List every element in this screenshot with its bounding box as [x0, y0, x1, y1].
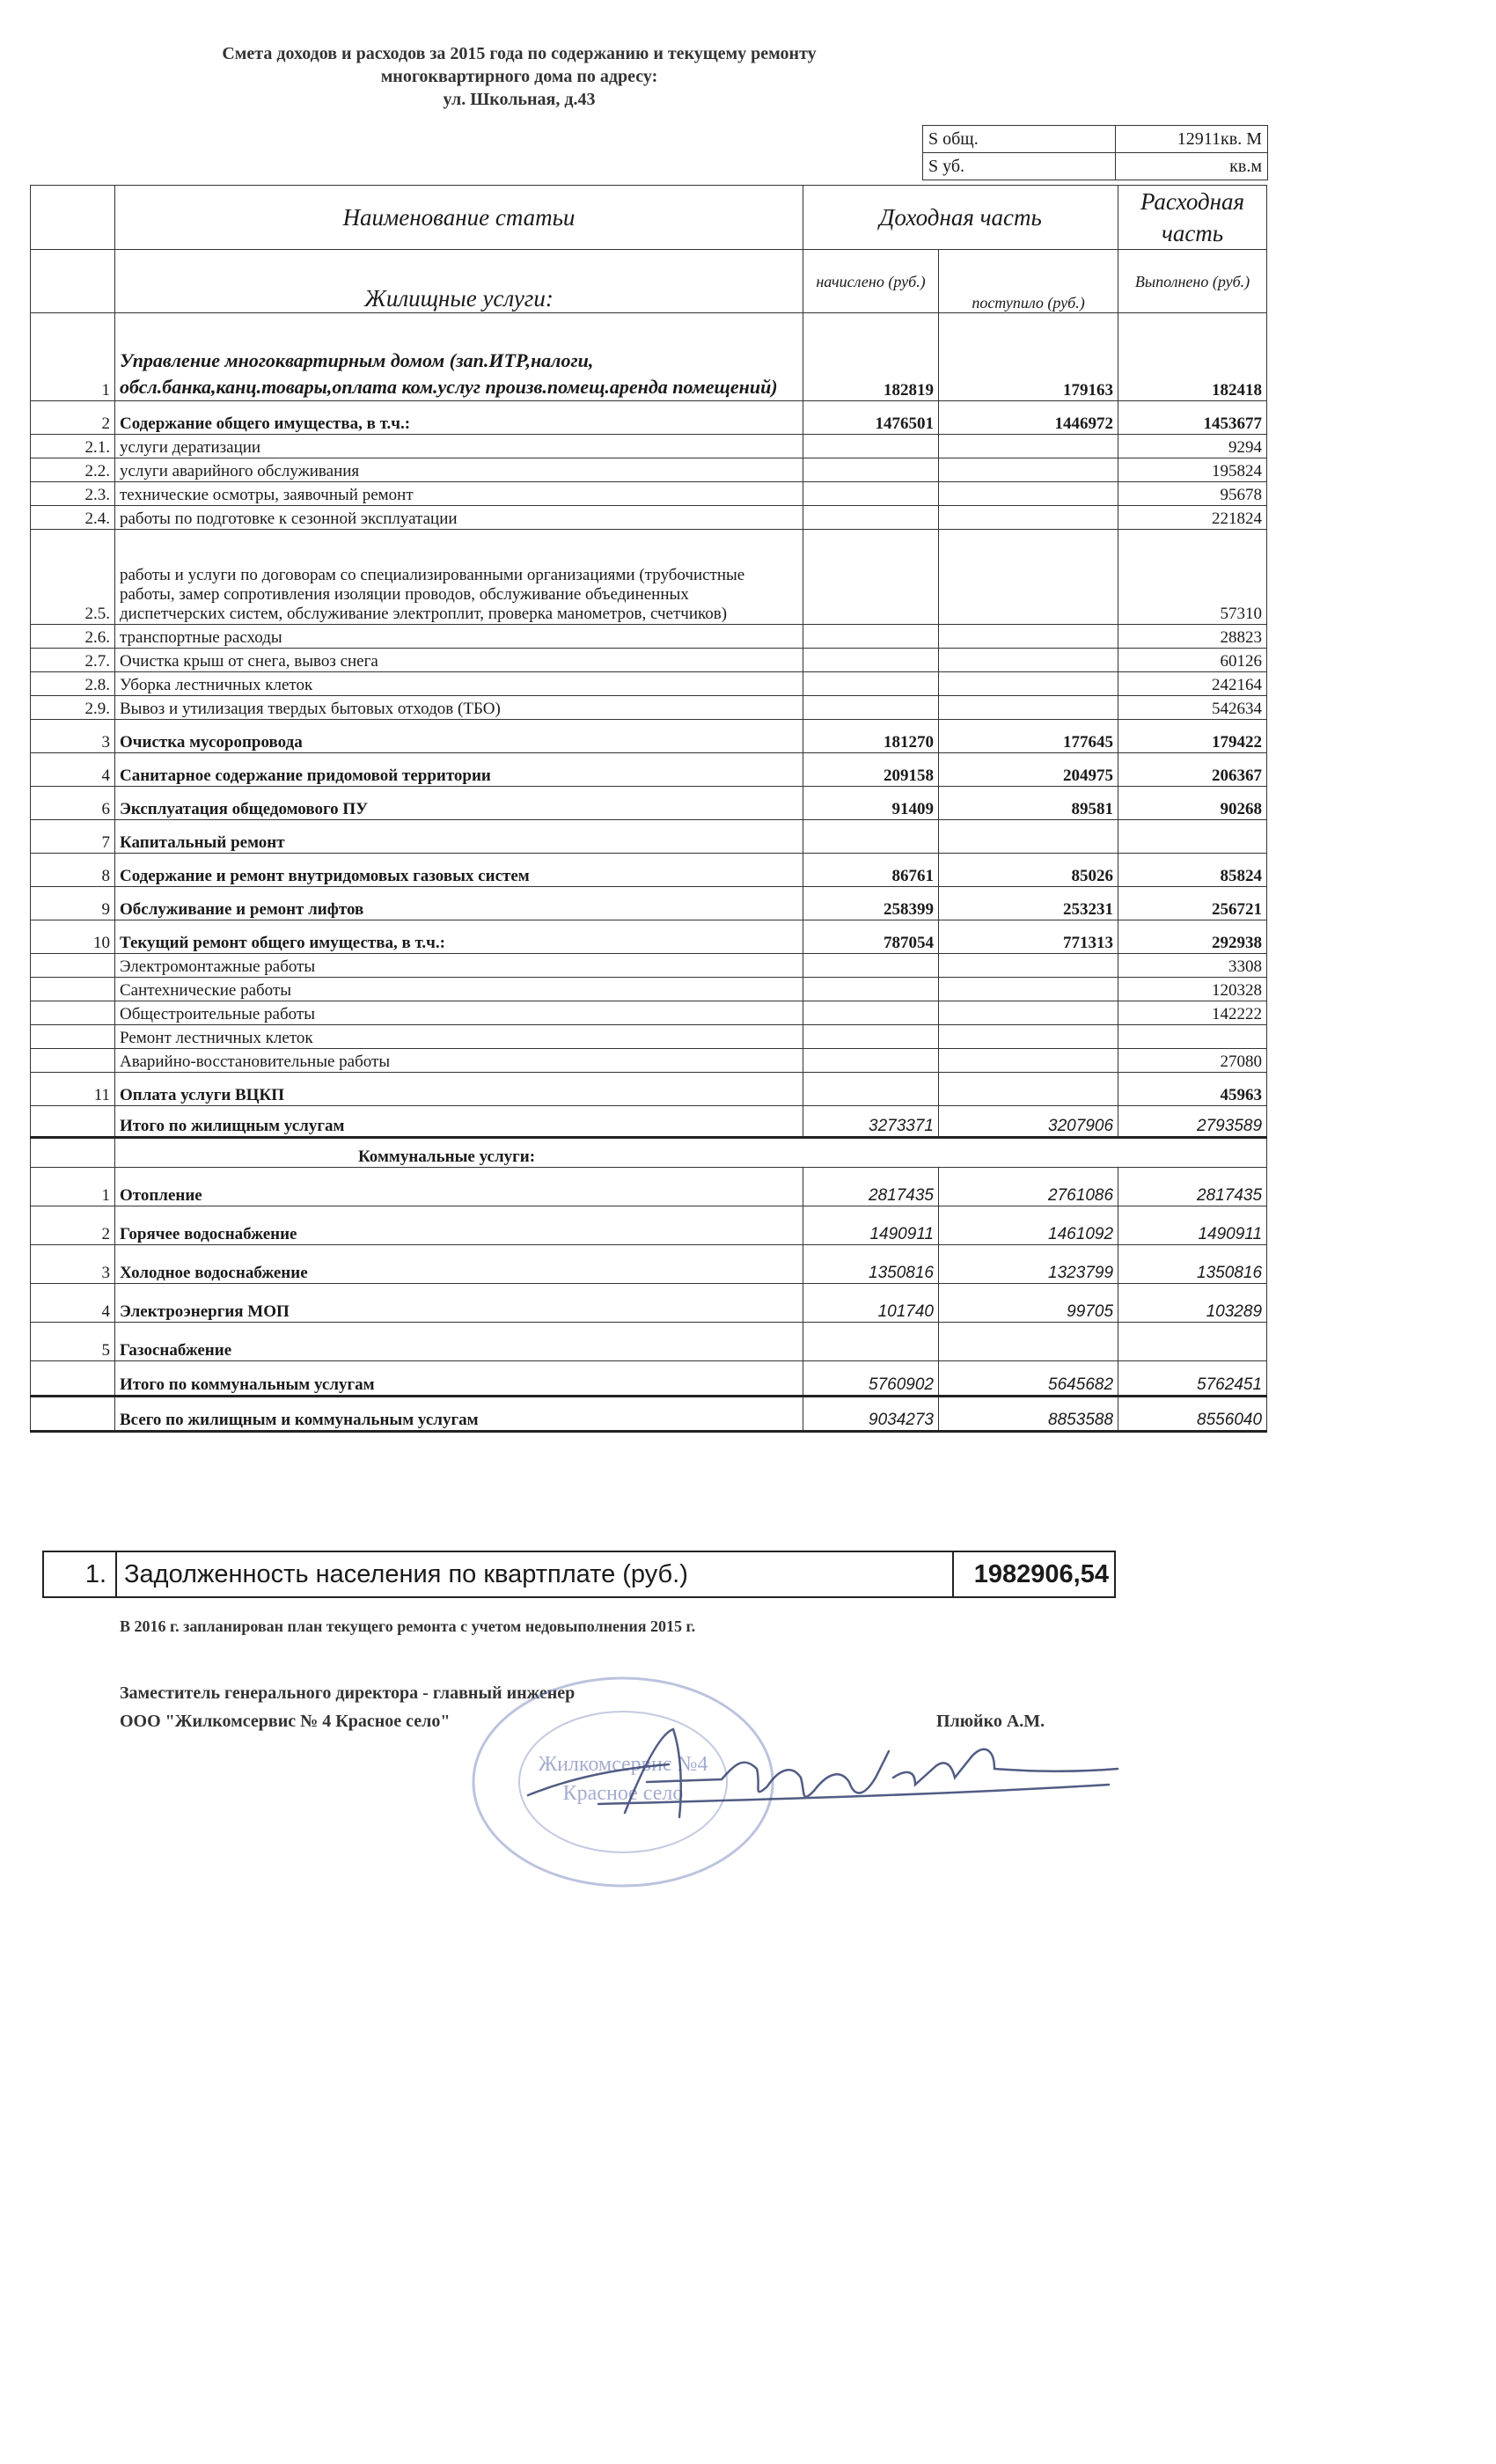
row-name: Аварийно-восстановительные работы [115, 1049, 803, 1073]
row-name: Очистка крыш от снега, вывоз снега [115, 649, 803, 672]
debt-value: 1982906,54 [953, 1551, 1115, 1597]
row-accrued [803, 672, 939, 696]
budget-row [31, 954, 1267, 978]
budget-row [31, 313, 1267, 401]
budget-row [31, 978, 1267, 1001]
title-line-2: многоквартирного дома по адресу: [380, 67, 658, 86]
utility-rows [31, 1168, 1267, 1361]
header-done: Выполнено (руб.) [1118, 250, 1267, 313]
budget-row [31, 672, 1267, 696]
row-accrued [803, 820, 939, 854]
budget-table [30, 185, 1267, 1433]
housing-rows [31, 313, 1267, 1106]
row-received [939, 1323, 1118, 1361]
header-accrued: начислено (руб.) [803, 250, 939, 313]
row-num: 2 [31, 401, 115, 435]
signer-name: Плюйко А.М. [936, 1712, 1045, 1731]
row-name: Управление многоквартирным домом (зап.ИТР,налоги, обсл.банка,канц.товары,оплата ком.услуг произв.помещ.аренда помещений) [115, 313, 803, 401]
debt-table [42, 1551, 1116, 1598]
row-accrued: 91409 [803, 787, 939, 820]
budget-row [31, 649, 1267, 672]
row-num: 11 [31, 1073, 115, 1106]
row-accrued [803, 458, 939, 482]
budget-row [31, 920, 1267, 954]
row-received [939, 672, 1118, 696]
area-table [922, 125, 1268, 180]
grand-total-label: Всего по жилищным и коммунальным услугам [115, 1397, 803, 1432]
row-received [939, 458, 1118, 482]
row-done: 57310 [1118, 530, 1267, 625]
row-received: 1461092 [939, 1206, 1118, 1245]
row-num [31, 954, 115, 978]
row-num: 1 [31, 313, 115, 401]
utility-row [31, 1323, 1267, 1361]
row-name: Газоснабжение [115, 1323, 803, 1361]
row-received [939, 435, 1118, 458]
row-accrued [803, 1025, 939, 1049]
row-received: 99705 [939, 1284, 1118, 1323]
row-received: 204975 [939, 753, 1118, 787]
row-name: Содержание и ремонт внутридомовых газовых систем [115, 854, 803, 887]
s-total-label: S общ. [923, 126, 1116, 153]
housing-total-accrued: 3273371 [803, 1106, 939, 1138]
row-accrued [803, 530, 939, 625]
row-received: 1323799 [939, 1245, 1118, 1284]
row-num: 3 [31, 720, 115, 753]
row-done: 206367 [1118, 753, 1267, 787]
row-done [1118, 1323, 1267, 1361]
row-received: 1446972 [939, 401, 1118, 435]
row-num: 4 [31, 1284, 115, 1323]
header-income: Доходная часть [803, 186, 1118, 250]
row-name: Санитарное содержание придомовой территории [115, 753, 803, 787]
signer-position: Заместитель генерального директора - главный инженер [120, 1683, 576, 1703]
row-received [939, 625, 1118, 649]
row-num: 2.6. [31, 625, 115, 649]
row-num: 2.8. [31, 672, 115, 696]
grand-total-accrued: 9034273 [803, 1397, 939, 1432]
utilities-total-label: Итого по коммунальным услугам [115, 1361, 803, 1397]
row-done: 1453677 [1118, 401, 1267, 435]
row-done: 221824 [1118, 506, 1267, 530]
row-received [939, 530, 1118, 625]
header-received: поступило (руб.) [939, 250, 1118, 313]
row-accrued: 1476501 [803, 401, 939, 435]
row-accrued: 101740 [803, 1284, 939, 1323]
row-received: 2761086 [939, 1168, 1118, 1206]
row-done: 103289 [1118, 1284, 1267, 1323]
row-num: 4 [31, 753, 115, 787]
s-used-value: кв.м [1116, 153, 1268, 180]
row-name: работы и услуги по договорам со специализированными организациями (трубочистные работы, замер сопротивления изоляции проводов, обслуживание объединенных диспетчерских систем, обслуживание электроплит, проверка манометров, счетчиков) [115, 530, 803, 625]
utilities-total-received: 5645682 [939, 1361, 1118, 1397]
row-done: 179422 [1118, 720, 1267, 753]
row-accrued [803, 506, 939, 530]
row-name: Обслуживание и ремонт лифтов [115, 887, 803, 920]
row-name: Электроэнергия МОП [115, 1284, 803, 1323]
row-name: работы по подготовке к сезонной эксплуатации [115, 506, 803, 530]
row-received: 85026 [939, 854, 1118, 887]
budget-row [31, 854, 1267, 887]
row-received [939, 1073, 1118, 1106]
row-received [939, 954, 1118, 978]
housing-total-label: Итого по жилищным услугам [115, 1106, 803, 1138]
budget-row [31, 887, 1267, 920]
row-num: 6 [31, 787, 115, 820]
row-accrued [803, 1049, 939, 1073]
budget-row [31, 787, 1267, 820]
row-done: 1350816 [1118, 1245, 1267, 1284]
row-accrued: 1350816 [803, 1245, 939, 1284]
row-num: 2.9. [31, 696, 115, 720]
utility-row [31, 1206, 1267, 1245]
row-num [31, 978, 115, 1001]
row-accrued: 209158 [803, 753, 939, 787]
row-received: 179163 [939, 313, 1118, 401]
stamp-line-2: Красное село [562, 1782, 684, 1805]
grand-total-received: 8853588 [939, 1397, 1118, 1432]
handwritten-signature [493, 1716, 1126, 1839]
housing-total-done: 2793589 [1118, 1106, 1267, 1138]
row-num: 5 [31, 1323, 115, 1361]
row-done: 45963 [1118, 1073, 1267, 1106]
row-num: 8 [31, 854, 115, 887]
row-done: 60126 [1118, 649, 1267, 672]
row-done: 256721 [1118, 887, 1267, 920]
document-title [123, 42, 915, 111]
row-accrued: 182819 [803, 313, 939, 401]
grand-total-done: 8556040 [1118, 1397, 1267, 1432]
row-done [1118, 1025, 1267, 1049]
row-num [31, 1049, 115, 1073]
utility-row [31, 1284, 1267, 1323]
row-name: Холодное водоснабжение [115, 1245, 803, 1284]
row-accrued [803, 978, 939, 1001]
signer-organization: ООО "Жилкомсервис № 4 Красное село" [120, 1712, 451, 1731]
row-done [1118, 820, 1267, 854]
row-done: 242164 [1118, 672, 1267, 696]
row-received: 253231 [939, 887, 1118, 920]
utilities-total-done: 5762451 [1118, 1361, 1267, 1397]
row-received [939, 506, 1118, 530]
row-num: 3 [31, 1245, 115, 1284]
budget-row [31, 458, 1267, 482]
row-done: 120328 [1118, 978, 1267, 1001]
budget-row [31, 1025, 1267, 1049]
row-done: 28823 [1118, 625, 1267, 649]
row-num: 2.3. [31, 482, 115, 506]
row-name: Отопление [115, 1168, 803, 1206]
row-done: 95678 [1118, 482, 1267, 506]
header-name-col: Наименование статьи [115, 186, 803, 250]
row-name: услуги аварийного обслуживания [115, 458, 803, 482]
row-received [939, 1025, 1118, 1049]
row-name: услуги дератизации [115, 435, 803, 458]
budget-row [31, 720, 1267, 753]
row-num: 7 [31, 820, 115, 854]
row-accrued [803, 1001, 939, 1025]
budget-row [31, 820, 1267, 854]
row-received [939, 649, 1118, 672]
row-accrued [803, 696, 939, 720]
row-name: Ремонт лестничных клеток [115, 1025, 803, 1049]
header-expense: Расходная часть [1118, 186, 1267, 250]
row-done: 90268 [1118, 787, 1267, 820]
row-num: 9 [31, 887, 115, 920]
row-name: Уборка лестничных клеток [115, 672, 803, 696]
utilities-header: Коммунальные услуги: [115, 1138, 1267, 1168]
row-received [939, 978, 1118, 1001]
budget-row [31, 625, 1267, 649]
row-name: Вывоз и утилизация твердых бытовых отходов (ТБО) [115, 696, 803, 720]
row-name: Оплата услуги ВЦКП [115, 1073, 803, 1106]
row-num: 1 [31, 1168, 115, 1206]
row-done: 542634 [1118, 696, 1267, 720]
row-accrued: 1490911 [803, 1206, 939, 1245]
row-done: 292938 [1118, 920, 1267, 954]
row-received [939, 1001, 1118, 1025]
row-accrued: 2817435 [803, 1168, 939, 1206]
title-line-1: Смета доходов и расходов за 2015 года по содержанию и текущему ремонту [222, 44, 817, 63]
row-num: 2.1. [31, 435, 115, 458]
row-received [939, 820, 1118, 854]
row-name: Общестроительные работы [115, 1001, 803, 1025]
row-accrued [803, 649, 939, 672]
row-name: Очистка мусоропровода [115, 720, 803, 753]
budget-row [31, 1049, 1267, 1073]
row-accrued [803, 1073, 939, 1106]
row-name: Содержание общего имущества, в т.ч.: [115, 401, 803, 435]
row-name: Капитальный ремонт [115, 820, 803, 854]
row-name: Горячее водоснабжение [115, 1206, 803, 1245]
row-num: 2.7. [31, 649, 115, 672]
row-name: Электромонтажные работы [115, 954, 803, 978]
row-received: 771313 [939, 920, 1118, 954]
row-received [939, 1049, 1118, 1073]
row-name: Эксплуатация общедомового ПУ [115, 787, 803, 820]
row-done: 27080 [1118, 1049, 1267, 1073]
title-line-3: ул. Школьная, д.43 [443, 90, 596, 109]
row-name: Текущий ремонт общего имущества, в т.ч.: [115, 920, 803, 954]
s-total-value: 12911кв. М [1116, 126, 1268, 153]
budget-row [31, 753, 1267, 787]
row-received: 89581 [939, 787, 1118, 820]
row-accrued [803, 1323, 939, 1361]
row-num: 2.4. [31, 506, 115, 530]
row-done: 2817435 [1118, 1168, 1267, 1206]
row-num [31, 1001, 115, 1025]
budget-row [31, 401, 1267, 435]
row-done: 3308 [1118, 954, 1267, 978]
row-num: 2.5. [31, 530, 115, 625]
housing-total-received: 3207906 [939, 1106, 1118, 1138]
debt-label: Задолженность населения по квартплате (руб.) [116, 1551, 953, 1597]
budget-row [31, 482, 1267, 506]
row-received: 177645 [939, 720, 1118, 753]
row-accrued [803, 625, 939, 649]
row-done: 85824 [1118, 854, 1267, 887]
row-accrued: 86761 [803, 854, 939, 887]
stamp-line-1: Жилкомсервис №4 [538, 1753, 708, 1776]
row-accrued: 258399 [803, 887, 939, 920]
row-name: Сантехнические работы [115, 978, 803, 1001]
row-done: 182418 [1118, 313, 1267, 401]
row-accrued [803, 482, 939, 506]
row-done: 195824 [1118, 458, 1267, 482]
row-received [939, 696, 1118, 720]
utility-row [31, 1245, 1267, 1284]
row-num: 2.2. [31, 458, 115, 482]
budget-row [31, 506, 1267, 530]
budget-row [31, 435, 1267, 458]
row-num [31, 1025, 115, 1049]
row-accrued: 181270 [803, 720, 939, 753]
budget-row [31, 1001, 1267, 1025]
utilities-total-accrued: 5760902 [803, 1361, 939, 1397]
row-done: 9294 [1118, 435, 1267, 458]
header-housing-services: Жилищные услуги: [115, 250, 803, 313]
budget-row [31, 530, 1267, 625]
row-accrued [803, 954, 939, 978]
budget-row [31, 696, 1267, 720]
row-num: 2 [31, 1206, 115, 1245]
row-num: 10 [31, 920, 115, 954]
utility-row [31, 1168, 1267, 1206]
row-name: технические осмотры, заявочный ремонт [115, 482, 803, 506]
row-done: 1490911 [1118, 1206, 1267, 1245]
budget-row [31, 1073, 1267, 1106]
row-accrued: 787054 [803, 920, 939, 954]
row-accrued [803, 435, 939, 458]
debt-num: 1. [43, 1551, 116, 1597]
plan-note: В 2016 г. запланирован план текущего ремонта с учетом недовыполнения 2015 г. [120, 1617, 696, 1635]
row-name: транспортные расходы [115, 625, 803, 649]
s-used-label: S уб. [923, 153, 1116, 180]
row-done: 142222 [1118, 1001, 1267, 1025]
row-received [939, 482, 1118, 506]
